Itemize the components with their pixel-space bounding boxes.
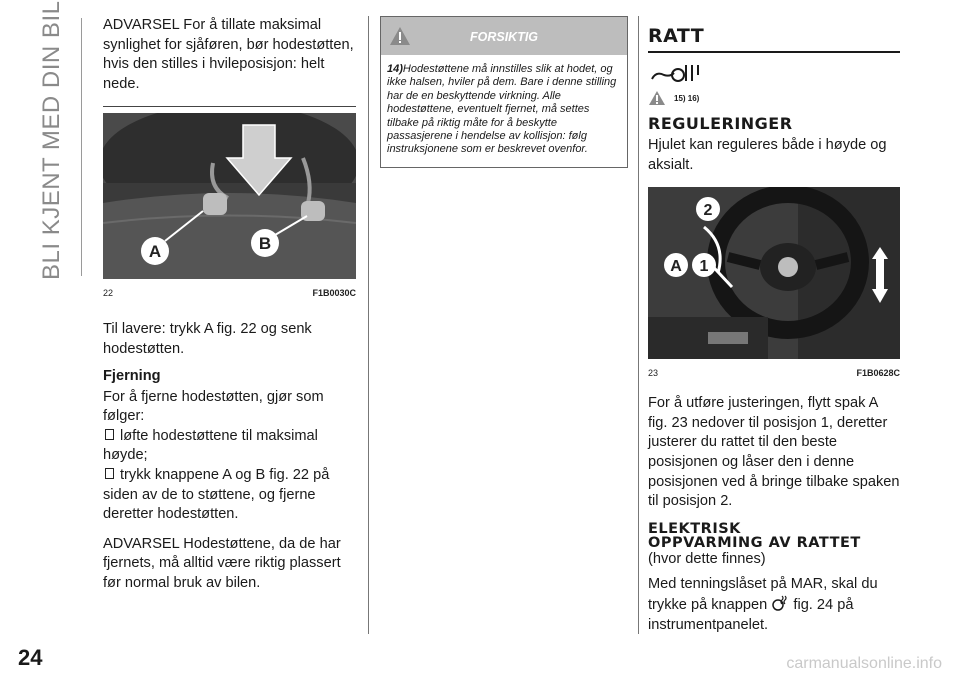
caution-box [380, 16, 628, 168]
caution-title: FORSIKTIG [469, 30, 539, 44]
section-heading-ratt: RATT [648, 25, 705, 47]
heating-heading-line1: ELEKTRISK [648, 520, 741, 537]
intro-warning: ADVARSEL For å tillate maksimal synlighet for sjåføren, bør hodestøtten, hvis den stilles i hvileposisjon: helt nede. [103, 17, 354, 92]
references-row [648, 89, 900, 107]
heating-heading [648, 522, 900, 550]
fig23-label-2: 2 [703, 202, 713, 220]
steering-column-illustration [648, 187, 900, 359]
figure-caption [648, 368, 900, 378]
lower-instruction: Til lavere: trykk A fig. 22 og senk hodestøtten. [103, 321, 312, 357]
caution-header [381, 17, 627, 55]
figure-rule [103, 106, 356, 107]
note-references: 15) 16) [674, 93, 700, 103]
figure-code: F1B0030C [312, 288, 356, 299]
heading-rule [648, 51, 900, 53]
figure-23 [648, 187, 900, 378]
fjerning-heading: Fjerning [103, 367, 161, 384]
page-number: 24 [18, 645, 43, 670]
adjust-instruction: For å utføre justeringen, flytt spak A fig. 23 nedover til posisjon 1, deretter justerer du rattet til den beste posisjonen og låser den i denne posisjonen ved å bringe tilbake spaken til posisjon 2. [648, 395, 900, 510]
side-chapter-title: BLI KJENT MED DIN BIL [38, 0, 65, 280]
bullet-box-icon [105, 429, 114, 440]
side-divider [81, 18, 82, 276]
heating-subheading: (hvor dette finnes) [648, 550, 766, 567]
figure-caption [103, 288, 356, 298]
fig22-label-b: B [258, 234, 272, 254]
column-divider [368, 16, 369, 634]
fjerning-intro: For å fjerne hodestøtten, gjør som følger: [103, 388, 324, 425]
column-middle [380, 16, 628, 168]
caution-text: Hodestøttene må innstilles slik at hodet, og ikke halsen, hviler på dem. Bare i denne stilling har de en beskyttende virkning. Alle hodestøttene, eventuelt fjernet, må settes tilbake på riktig måte for å beskytte passasjerene i hendelse av kollisjon: følg instruksjonene som er beskrevet ovenfor. [387, 63, 617, 156]
heating-instruction: Med tenningslåset på MAR, skal du trykke på knappen fig. 24 på instrumentpanelet. [648, 576, 878, 633]
fig23-label-a: A [670, 258, 682, 276]
figure-22 [103, 113, 356, 298]
figure-number: 23 [648, 368, 659, 379]
bullet-item: løfte hodestøttene til maksimal høyde; [103, 427, 318, 464]
steering-wheel-symbol [648, 61, 900, 85]
watermark: carmanualsonline.info [786, 655, 942, 672]
caution-number: 14) [387, 63, 403, 75]
headrest-illustration [103, 113, 356, 279]
heating-heading-line2: OPPVARMING AV RATTET [648, 534, 861, 551]
column-divider [638, 16, 639, 634]
bullet-box-icon [105, 468, 114, 479]
column-left [103, 16, 356, 594]
fig22-label-a: A [148, 242, 162, 262]
figure-code: F1B0628C [856, 368, 900, 379]
warning-triangle-icon [648, 90, 666, 106]
steering-wheel-icon [648, 61, 704, 85]
heated-steering-wheel-icon [771, 595, 789, 611]
removal-warning: ADVARSEL Hodestøttene, da de har fjernets, må alltid være riktig plassert før normal bruk av bilen. [103, 535, 341, 591]
caution-body [381, 55, 627, 167]
fig23-label-1: 1 [699, 258, 709, 276]
reguleringer-heading: REGULERINGER [648, 114, 793, 133]
column-right [648, 16, 900, 635]
figure-number: 22 [103, 288, 114, 299]
regulation-text: Hjulet kan reguleres både i høyde og aksialt. [648, 137, 887, 173]
bullet-item: trykk knappene A og B fig. 22 på siden av de to støttene, og fjerne deretter hodestøtten. [103, 466, 330, 523]
